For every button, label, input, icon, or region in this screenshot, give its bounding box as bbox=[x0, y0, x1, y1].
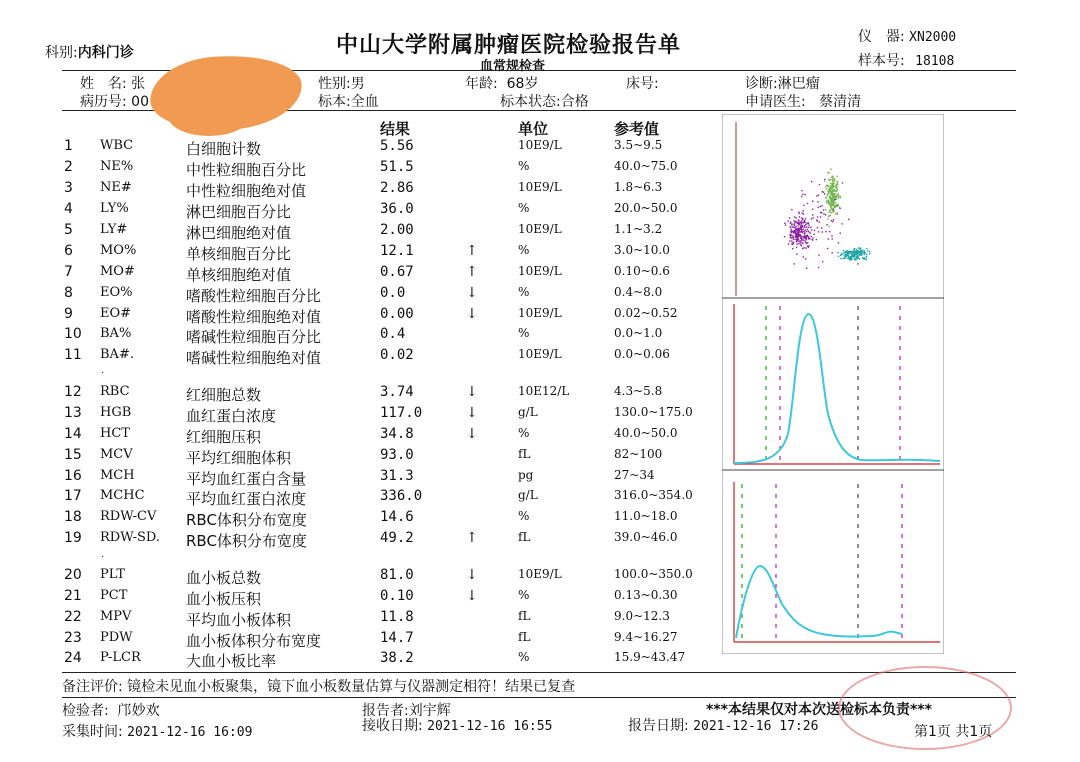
redaction-mark-tail bbox=[168, 96, 250, 136]
sex-label: 性别: bbox=[318, 76, 351, 92]
row-name: 血小板体积分布宽度 bbox=[186, 632, 322, 650]
row-unit: % bbox=[518, 509, 530, 523]
row-code: PDW bbox=[100, 630, 133, 645]
table-row bbox=[0, 285, 720, 305]
sample-value: 18108 bbox=[915, 54, 955, 69]
row-index: 12 bbox=[64, 384, 82, 400]
row-ref: 1.1~3.2 bbox=[614, 222, 663, 236]
receive-field bbox=[362, 715, 552, 735]
histogram-panel bbox=[722, 114, 944, 654]
sex-field bbox=[318, 73, 365, 93]
row-name: 平均血红蛋白含量 bbox=[186, 470, 307, 488]
row-result: 0.67 bbox=[380, 264, 414, 280]
row-result: 51.5 bbox=[380, 159, 414, 175]
table-row bbox=[0, 650, 720, 670]
row-code: BA% bbox=[100, 326, 132, 341]
record-value: 00 bbox=[131, 94, 149, 110]
table-row bbox=[0, 509, 720, 529]
row-index: 15 bbox=[64, 447, 82, 463]
name-label: 姓 名: bbox=[80, 76, 127, 92]
row-name: 嗜碱性粒细胞绝对值 bbox=[186, 349, 322, 367]
row-code: MPV bbox=[100, 609, 132, 624]
row-index: 19 bbox=[64, 530, 82, 546]
row-unit: % bbox=[518, 426, 530, 440]
row-index: 18 bbox=[64, 509, 82, 525]
row-name: 淋巴细胞绝对值 bbox=[186, 224, 292, 242]
row-name: 淋巴细胞百分比 bbox=[186, 203, 292, 221]
table-row bbox=[0, 567, 720, 587]
row-name: 大血小板比率 bbox=[186, 652, 277, 670]
table-row bbox=[0, 609, 720, 629]
specimen-field bbox=[318, 91, 379, 111]
diagnosis-field bbox=[745, 73, 820, 93]
row-code: NE% bbox=[100, 159, 134, 174]
receive-label: 接收日期: bbox=[362, 718, 423, 734]
row-ref: 15.9~43.47 bbox=[614, 650, 686, 664]
row-code: BA#. bbox=[100, 347, 134, 362]
row-code: PLT bbox=[100, 567, 125, 582]
collect-field bbox=[62, 721, 252, 741]
row-result: 336.0 bbox=[380, 488, 423, 504]
row-unit: 10E9/L bbox=[518, 306, 562, 320]
reporter-label: 报告者: bbox=[362, 703, 409, 719]
row-name: 血小板总数 bbox=[186, 569, 262, 587]
row-index: 5 bbox=[64, 222, 73, 238]
row-ref: 40.0~75.0 bbox=[614, 159, 678, 173]
row-ref: 9.4~16.27 bbox=[614, 630, 678, 644]
specimen-label: 标本: bbox=[318, 94, 351, 110]
plt-histogram bbox=[734, 482, 940, 642]
row-ref: 11.0~18.0 bbox=[614, 509, 678, 523]
doctor-field bbox=[745, 91, 861, 111]
row-result: 49.2 bbox=[380, 530, 414, 546]
table-row bbox=[0, 347, 720, 367]
row-index: 9 bbox=[64, 306, 73, 322]
row-unit: 10E12/L bbox=[518, 384, 570, 398]
row-code: RDW-CV bbox=[100, 509, 157, 524]
row-unit: 10E9/L bbox=[518, 138, 562, 152]
header-ref: 参考值 bbox=[614, 120, 660, 138]
rbc-histogram bbox=[734, 304, 940, 464]
row-flag: ↑ bbox=[466, 264, 478, 280]
row-code: LY% bbox=[100, 201, 129, 216]
status-field bbox=[500, 91, 589, 111]
reporter-value: 刘宇辉 bbox=[408, 703, 451, 719]
header-result: 结果 bbox=[380, 120, 411, 138]
row-code: RDW-SD. bbox=[100, 530, 161, 545]
table-row bbox=[0, 159, 720, 179]
row-result: 11.8 bbox=[380, 609, 414, 625]
row-name: 白细胞计数 bbox=[186, 140, 262, 158]
disclaimer: ***本结果仅对本次送检标本负责*** bbox=[706, 702, 932, 718]
row-flag: ↓ bbox=[466, 567, 478, 583]
row-code: P-LCR bbox=[100, 650, 141, 665]
remark-line bbox=[62, 676, 575, 696]
row-ref: 20.0~50.0 bbox=[614, 201, 678, 215]
report-date-value: 2021-12-16 17:26 bbox=[693, 719, 819, 734]
table-row bbox=[0, 468, 720, 488]
row-code: EO% bbox=[100, 285, 133, 300]
table-row bbox=[0, 384, 720, 404]
row-flag: ↓ bbox=[466, 306, 478, 322]
table-row bbox=[0, 138, 720, 158]
row-ref: 4.3~5.8 bbox=[614, 384, 663, 398]
report-subtitle: 血常规检查 bbox=[480, 59, 546, 74]
row-unit: fL bbox=[518, 609, 531, 623]
row-flag: ↑ bbox=[466, 243, 478, 259]
row-unit: 10E9/L bbox=[518, 264, 562, 278]
row-code: RBC bbox=[100, 384, 130, 399]
table-row bbox=[0, 405, 720, 425]
row-unit: % bbox=[518, 159, 530, 173]
row-index: 17 bbox=[64, 488, 82, 504]
department-label: 科别: bbox=[45, 45, 78, 61]
row-ref: 82~100 bbox=[614, 447, 663, 461]
doctor-value: 蔡清清 bbox=[819, 94, 862, 110]
row-index: 16 bbox=[64, 468, 82, 484]
row-name: 中性粒细胞百分比 bbox=[186, 161, 307, 179]
department-field bbox=[45, 42, 134, 62]
row-unit: 10E9/L bbox=[518, 180, 562, 194]
row-index: 3 bbox=[64, 180, 73, 196]
row-spacer-dot: · bbox=[101, 368, 105, 379]
row-name: 平均血小板体积 bbox=[186, 611, 292, 629]
plt-curve bbox=[736, 566, 902, 638]
row-index: 13 bbox=[64, 405, 82, 421]
row-name: 平均红细胞体积 bbox=[186, 449, 292, 467]
row-ref: 0.10~0.6 bbox=[614, 264, 670, 278]
table-row bbox=[0, 588, 720, 608]
row-code: MCV bbox=[100, 447, 133, 462]
row-result: 34.8 bbox=[380, 426, 414, 442]
report-title: 中山大学附属肿瘤医院检验报告单 bbox=[336, 32, 682, 58]
row-result: 0.02 bbox=[380, 347, 414, 363]
row-name: 嗜碱性粒细胞百分比 bbox=[186, 328, 322, 346]
table-row bbox=[0, 326, 720, 346]
collect-value: 2021-12-16 16:09 bbox=[127, 725, 253, 740]
table-row bbox=[0, 180, 720, 200]
row-index: 11 bbox=[64, 347, 82, 363]
department-value: 内科门诊 bbox=[77, 45, 134, 61]
row-name: 红细胞总数 bbox=[186, 386, 262, 404]
age-value: 68岁 bbox=[506, 76, 539, 92]
row-index: 6 bbox=[64, 243, 73, 259]
diagnosis-label: 诊断: bbox=[745, 76, 778, 92]
table-row bbox=[0, 201, 720, 221]
row-index: 22 bbox=[64, 609, 82, 625]
row-index: 10 bbox=[64, 326, 82, 342]
row-code: MCH bbox=[100, 468, 135, 483]
row-unit: % bbox=[518, 243, 530, 257]
row-ref: 40.0~50.0 bbox=[614, 426, 678, 440]
row-code: HCT bbox=[100, 426, 130, 441]
row-index: 24 bbox=[64, 650, 82, 666]
specimen-value: 全血 bbox=[350, 94, 379, 110]
row-index: 20 bbox=[64, 567, 82, 583]
table-row bbox=[0, 530, 720, 550]
row-ref: 39.0~46.0 bbox=[614, 530, 678, 544]
row-name: 血小板压积 bbox=[186, 590, 262, 608]
row-ref: 0.0~0.06 bbox=[614, 347, 670, 361]
row-ref: 130.0~175.0 bbox=[614, 405, 693, 419]
row-unit: % bbox=[518, 326, 530, 340]
collect-label: 采集时间: bbox=[62, 724, 123, 740]
row-name: RBC体积分布宽度 bbox=[186, 532, 307, 550]
row-name: 红细胞压积 bbox=[186, 428, 262, 446]
record-label: 病历号: bbox=[80, 94, 127, 110]
row-index: 2 bbox=[64, 159, 73, 175]
row-index: 8 bbox=[64, 285, 73, 301]
row-result: 36.0 bbox=[380, 201, 414, 217]
report-date-label: 报告日期: bbox=[628, 718, 689, 734]
row-result: 0.4 bbox=[380, 326, 406, 342]
row-result: 93.0 bbox=[380, 447, 414, 463]
row-unit: % bbox=[518, 285, 530, 299]
receive-value: 2021-12-16 16:55 bbox=[427, 719, 553, 734]
row-unit: 10E9/L bbox=[518, 347, 562, 361]
table-row bbox=[0, 306, 720, 326]
row-unit: pg bbox=[518, 468, 534, 482]
row-unit: fL bbox=[518, 447, 531, 461]
row-unit: fL bbox=[518, 530, 531, 544]
name-field bbox=[80, 73, 145, 93]
instrument-value: XN2000 bbox=[909, 30, 957, 45]
row-result: 14.6 bbox=[380, 509, 414, 525]
footer-rule-top bbox=[62, 672, 1016, 673]
row-ref: 0.13~0.30 bbox=[614, 588, 678, 602]
row-name: RBC体积分布宽度 bbox=[186, 511, 307, 529]
row-flag: ↓ bbox=[466, 426, 478, 442]
row-ref: 27~34 bbox=[614, 468, 655, 482]
row-spacer-dot: · bbox=[101, 552, 105, 563]
status-label: 标本状态: bbox=[500, 94, 561, 110]
row-ref: 0.0~1.0 bbox=[614, 326, 663, 340]
remark-label: 备注评价: bbox=[62, 679, 123, 695]
table-row bbox=[0, 426, 720, 446]
row-index: 23 bbox=[64, 630, 82, 646]
row-result: 0.00 bbox=[380, 306, 414, 322]
sample-field bbox=[858, 50, 954, 70]
table-row bbox=[0, 630, 720, 650]
row-index: 21 bbox=[64, 588, 82, 604]
table-row bbox=[0, 243, 720, 263]
age-label: 年龄: bbox=[465, 76, 498, 92]
row-result: 3.74 bbox=[380, 384, 414, 400]
tester-value: 邝妙欢 bbox=[117, 703, 160, 719]
row-result: 0.0 bbox=[380, 285, 406, 301]
row-code: PCT bbox=[100, 588, 128, 603]
row-name: 中性粒细胞绝对值 bbox=[186, 182, 307, 200]
cluster-monocyte bbox=[837, 247, 870, 260]
remark-text: 镜检未见血小板聚集，镜下血小板数量估算与仪器测定相符！结果已复查 bbox=[127, 679, 576, 695]
row-name: 血红蛋白浓度 bbox=[186, 407, 277, 425]
instrument-field bbox=[858, 26, 956, 46]
row-name: 单核细胞绝对值 bbox=[186, 266, 292, 284]
row-index: 14 bbox=[64, 426, 82, 442]
row-result: 0.10 bbox=[380, 588, 414, 604]
tester-field bbox=[62, 700, 160, 720]
row-name: 单核细胞百分比 bbox=[186, 245, 292, 263]
header-unit: 单位 bbox=[518, 120, 549, 138]
table-row bbox=[0, 222, 720, 242]
row-ref: 316.0~354.0 bbox=[614, 488, 693, 502]
row-flag: ↓ bbox=[466, 405, 478, 421]
scatter-points bbox=[784, 169, 871, 270]
instrument-label: 仪 器: bbox=[858, 29, 905, 45]
row-code: NE# bbox=[100, 180, 132, 195]
row-unit: 10E9/L bbox=[518, 222, 562, 236]
cluster-lymphocyte bbox=[784, 213, 815, 249]
row-name: 平均血红蛋白浓度 bbox=[186, 490, 307, 508]
row-result: 14.7 bbox=[380, 630, 414, 646]
row-code: EO# bbox=[100, 306, 132, 321]
table-row bbox=[0, 447, 720, 467]
row-index: 4 bbox=[64, 201, 73, 217]
row-ref: 3.5~9.5 bbox=[614, 138, 663, 152]
row-result: 117.0 bbox=[380, 405, 423, 421]
row-result: 2.86 bbox=[380, 180, 414, 196]
table-row bbox=[0, 264, 720, 284]
table-row bbox=[0, 488, 720, 508]
report-date-field bbox=[628, 715, 818, 735]
bed-label: 床号: bbox=[626, 76, 659, 92]
row-result: 12.1 bbox=[380, 243, 414, 259]
row-name: 嗜酸性粒细胞百分比 bbox=[186, 287, 322, 305]
bed-field bbox=[626, 73, 659, 93]
row-code: MO# bbox=[100, 264, 135, 279]
cluster-neutrophil bbox=[824, 169, 841, 228]
row-flag: ↓ bbox=[466, 588, 478, 604]
row-name: 嗜酸性粒细胞绝对值 bbox=[186, 308, 322, 326]
row-result: 38.2 bbox=[380, 650, 414, 666]
row-code: LY# bbox=[100, 222, 128, 237]
row-ref: 9.0~12.3 bbox=[614, 609, 670, 623]
row-ref: 1.8~6.3 bbox=[614, 180, 663, 194]
page-indicator: 第1页 共1页 bbox=[914, 724, 993, 740]
row-unit: % bbox=[518, 650, 530, 664]
row-code: HGB bbox=[100, 405, 132, 420]
name-value: 张 bbox=[131, 76, 146, 92]
tester-label: 检验者: bbox=[62, 703, 109, 719]
record-field bbox=[80, 91, 149, 111]
doctor-label: 申请医生: bbox=[745, 94, 806, 110]
row-flag: ↓ bbox=[466, 384, 478, 400]
sex-value: 男 bbox=[350, 76, 365, 92]
row-result: 31.3 bbox=[380, 468, 414, 484]
row-result: 2.00 bbox=[380, 222, 414, 238]
row-ref: 100.0~350.0 bbox=[614, 567, 693, 581]
row-ref: 0.02~0.52 bbox=[614, 306, 678, 320]
row-unit: g/L bbox=[518, 405, 538, 419]
sample-label: 样本号: bbox=[858, 53, 905, 69]
row-unit: % bbox=[518, 588, 530, 602]
row-unit: % bbox=[518, 201, 530, 215]
row-result: 81.0 bbox=[380, 567, 414, 583]
age-field bbox=[465, 73, 538, 93]
row-result: 5.56 bbox=[380, 138, 414, 154]
row-flag: ↓ bbox=[466, 285, 478, 301]
status-value: 合格 bbox=[560, 94, 589, 110]
rbc-curve bbox=[734, 314, 940, 463]
diff-scatter-plot bbox=[736, 122, 870, 296]
row-index: 7 bbox=[64, 264, 73, 280]
row-code: MO% bbox=[100, 243, 137, 258]
row-flag: ↑ bbox=[466, 530, 478, 546]
row-unit: g/L bbox=[518, 488, 538, 502]
row-code: WBC bbox=[100, 138, 134, 153]
row-unit: 10E9/L bbox=[518, 567, 562, 581]
row-unit: fL bbox=[518, 630, 531, 644]
row-code: MCHC bbox=[100, 488, 145, 503]
diagnosis-value: 淋巴瘤 bbox=[777, 76, 820, 92]
row-index: 1 bbox=[64, 138, 73, 154]
row-ref: 3.0~10.0 bbox=[614, 243, 670, 257]
row-ref: 0.4~8.0 bbox=[614, 285, 663, 299]
